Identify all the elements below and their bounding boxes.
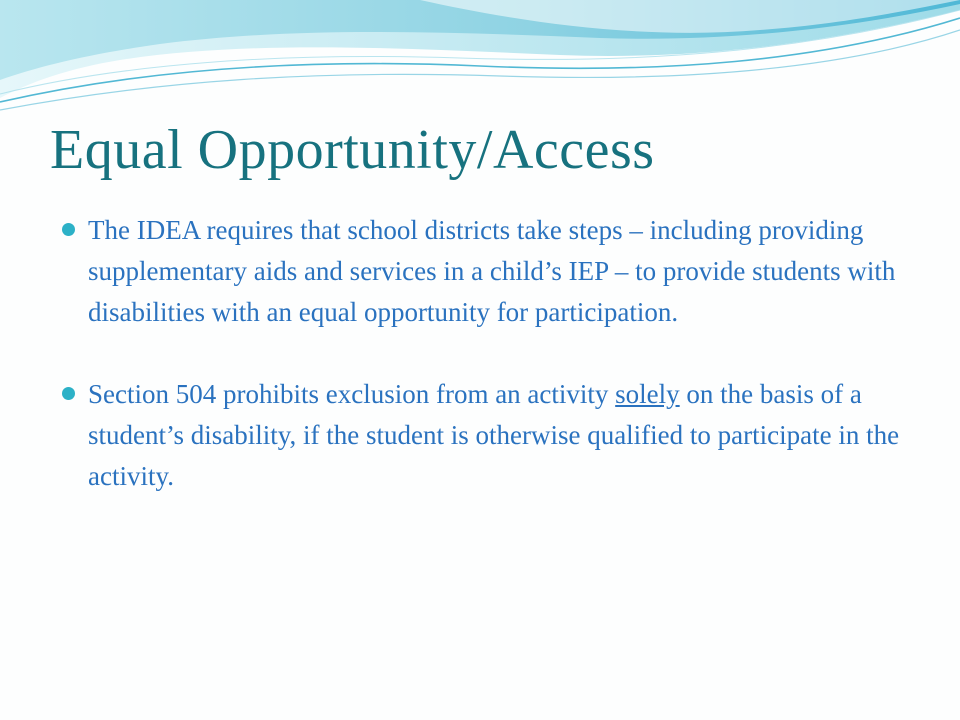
- bullet-text-before: Section 504 prohibits exclusion from an activity: [88, 379, 616, 409]
- slide-title: Equal Opportunity/Access: [50, 119, 655, 181]
- bullet-item-section-504: [62, 374, 902, 497]
- bullet-emphasis-solely: solely: [615, 379, 680, 409]
- bullet-text-after: on the basis of a student’s disability, if the student is otherwise qualified to participate in the activity.: [88, 379, 900, 491]
- bullet-list: [62, 210, 902, 497]
- bullet-icon: [62, 387, 75, 400]
- bullet-item-idea: [62, 210, 902, 333]
- bullet-text: The IDEA requires that school districts take steps – including providing supplementary aids and services in a child’s IEP – to provide students with disabilities with an equal opportunity for participation.: [88, 215, 896, 327]
- bullet-icon: [62, 223, 75, 236]
